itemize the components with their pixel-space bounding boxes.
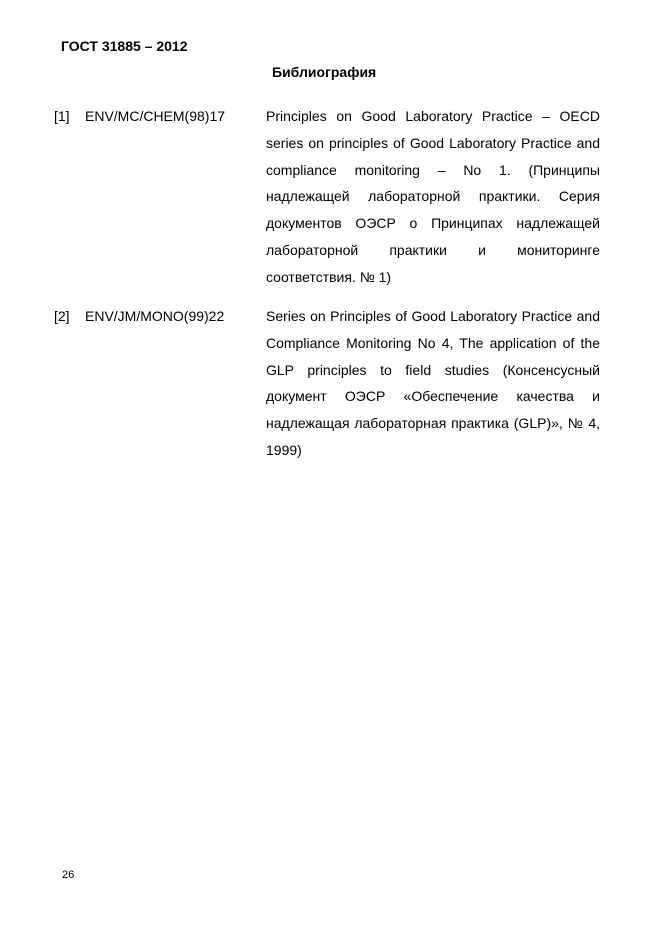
bibliography-reference bbox=[54, 103, 225, 130]
document-header: ГОСТ 31885 – 2012 bbox=[61, 38, 188, 54]
bibliography-reference bbox=[54, 303, 224, 330]
document-code: ENV/JM/MONO(99)22 bbox=[85, 308, 225, 324]
document-code: ENV/MC/CHEM(98)17 bbox=[85, 108, 226, 124]
entry-description: Series on Principles of Good Laboratory Practice and Compliance Monitoring No 4, The application of the GLP principles to field studies (Консенсусный документ ОЭСР «Обеспечение качества и надлежащая лабораторная практика (GLP)», № 4, 1999) bbox=[266, 308, 600, 458]
entry-description: Principles on Good Laboratory Practice – OECD series on principles of Good Laboratory Practice and compliance monitoring – No 1. (Принципы надлежащей лабораторной практики. Серия документов ОЭСР о Принципах надлежащей лабораторной практики и мониторинге соответствия. № 1) bbox=[266, 108, 600, 285]
entry-number: [2] bbox=[54, 308, 70, 324]
section-title: Библиография bbox=[272, 64, 377, 80]
entry-number: [1] bbox=[54, 108, 70, 124]
page-number: 26 bbox=[62, 869, 75, 881]
